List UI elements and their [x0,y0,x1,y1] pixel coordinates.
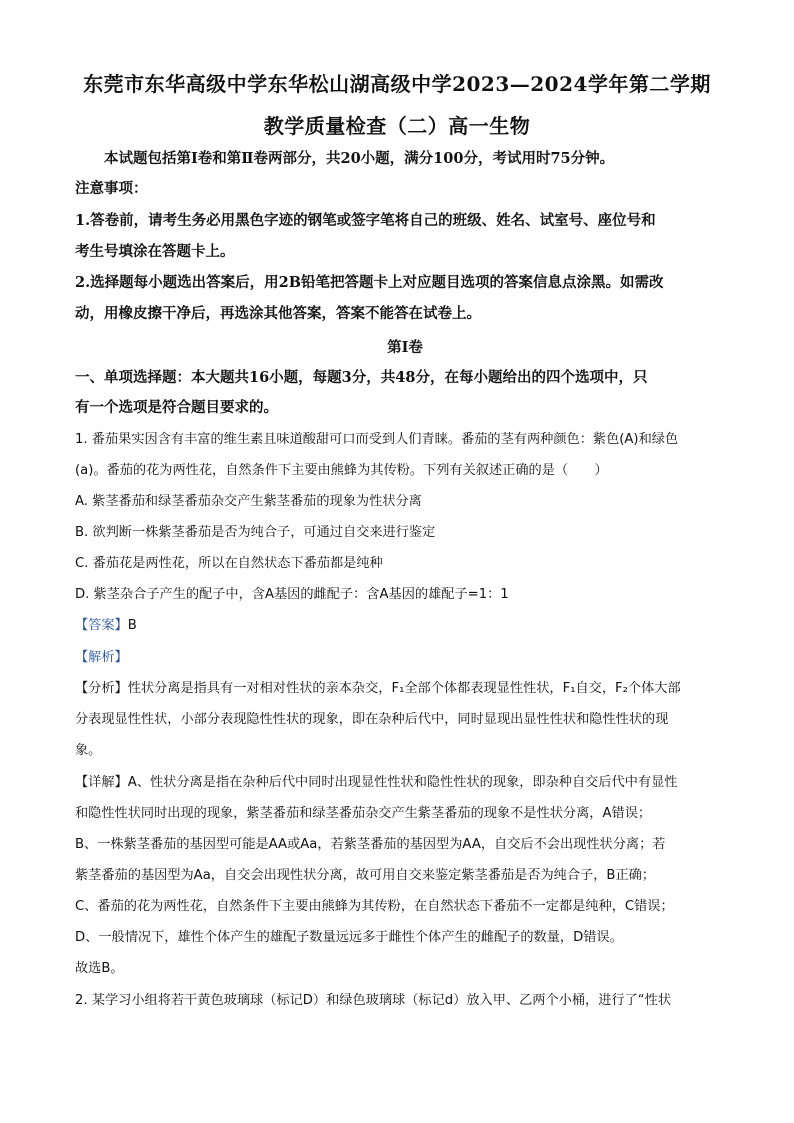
notice-item-1b: 考生号填涂在答题卡上。 [75,243,235,260]
analysis-tag: 【解析】 [75,650,128,665]
q1-option-b: B. 欲判断一株紫茎番茄是否为纯合子，可通过自交来进行鉴定 [75,525,436,540]
q1-detail-b1: B、一株紫茎番茄的基因型可能是AA或Aa，若紫茎番茄的基因型为AA，自交后不会出现性状分离；若 [75,837,666,852]
notice-heading: 注意事项： [75,180,148,197]
q1-fenxi-a [75,679,735,699]
q1-analysis-line [75,648,735,668]
q1-detail-a1 [75,773,735,793]
q1-detail-c: C、番茄的花为两性花，自然条件下主要由熊蜂为其传粉，在自然状态下番茄不一定都是纯种，C错误； [75,899,674,914]
section1-heading-a: 一、单项选择题：本大题共16小题，每题3分，共48分，在每小题给出的四个选项中，只 [75,369,648,386]
exam-title-line2: 教学质量检查（二）高一生物 [263,114,531,138]
q2-stem-a: 2. 某学习小组将若干黄色玻璃球（标记D）和绿色玻璃球（标记d）放入甲、乙两个小桶，进行了“性状 [75,993,672,1008]
answer-value: B [127,618,137,633]
fenxi-tag: 【分析】 [75,681,128,696]
q1-answer-line [75,616,735,636]
q1-detail-d: D、一般情况下，雄性个体产生的雄配子数量远远多于雌性个体产生的雌配子的数量，D错误。 [75,930,623,945]
exam-title-line1: 东莞市东华高级中学东华松山湖高级中学2023—2024学年第二学期 [83,72,711,96]
q1-option-c: C. 番茄花是两性花，所以在自然状态下番茄都是纯种 [75,556,383,571]
q1-fenxi-c: 象。 [75,743,102,758]
notice-item-1a: 1.答卷前，请考生务必用黑色字迹的钢笔或签字笔将自己的班级、姓名、试室号、座位号和 [75,212,656,229]
q1-stem-a: 1. 番茄果实因含有丰富的维生素且味道酸甜可口而受到人们青睐。番茄的茎有两种颜色：紫色(A)和绿色 [75,432,679,447]
q1-detail-a2: 和隐性性状同时出现的现象，紫茎番茄和绿茎番茄杂交产生紫茎番茄的现象不是性状分离，A错误； [75,806,652,821]
fenxi-text-a: 性状分离是指具有一对相对性状的亲本杂交，F₁全部个体都表现显性性状，F₁自交，F₂个体大部 [127,681,681,696]
notice-item-2b: 动，用橡皮擦干净后，再选涂其他答案，答案不能答在试卷上。 [75,305,481,322]
detail-tag: 【详解】 [75,775,128,790]
detail-text-a1: A、性状分离是指在杂种后代中同时出现显性性状和隐性性状的现象，即杂种自交后代中有显性 [127,775,678,790]
q1-option-d: D. 紫茎杂合子产生的配子中，含A基因的雌配子：含A基因的雄配子=1：1 [75,587,509,602]
exam-intro: 本试题包括第Ⅰ卷和第Ⅱ卷两部分，共20小题，满分100分，考试用时75分钟。 [104,150,615,167]
q1-fenxi-b: 分表现显性性状，小部分表现隐性性状的现象，即在杂种后代中，同时显现出显性性状和隐性性状的现 [75,712,669,727]
q1-detail-b2: 紫茎番茄的基因型为Aa，自交会出现性状分离，故可用自交来鉴定紫茎番茄是否为纯合子，B正确； [75,868,656,883]
q1-conclusion: 故选B。 [75,961,124,976]
notice-item-2a: 2.选择题每小题选出答案后，用2B铅笔把答题卡上对应题目选项的答案信息点涂黑。如需改 [75,274,664,291]
q1-stem-b: (a)。番茄的花为两性花，自然条件下主要由熊蜂为其传粉。下列有关叙述正确的是（ ） [75,463,608,478]
q1-option-a: A. 紫茎番茄和绿茎番茄杂交产生紫茎番茄的现象为性状分离 [75,494,422,509]
section1-heading-b: 有一个选项是符合题目要求的。 [75,399,278,416]
volume-heading: 第Ⅰ卷 [387,339,423,356]
answer-tag: 【答案】 [75,618,128,633]
